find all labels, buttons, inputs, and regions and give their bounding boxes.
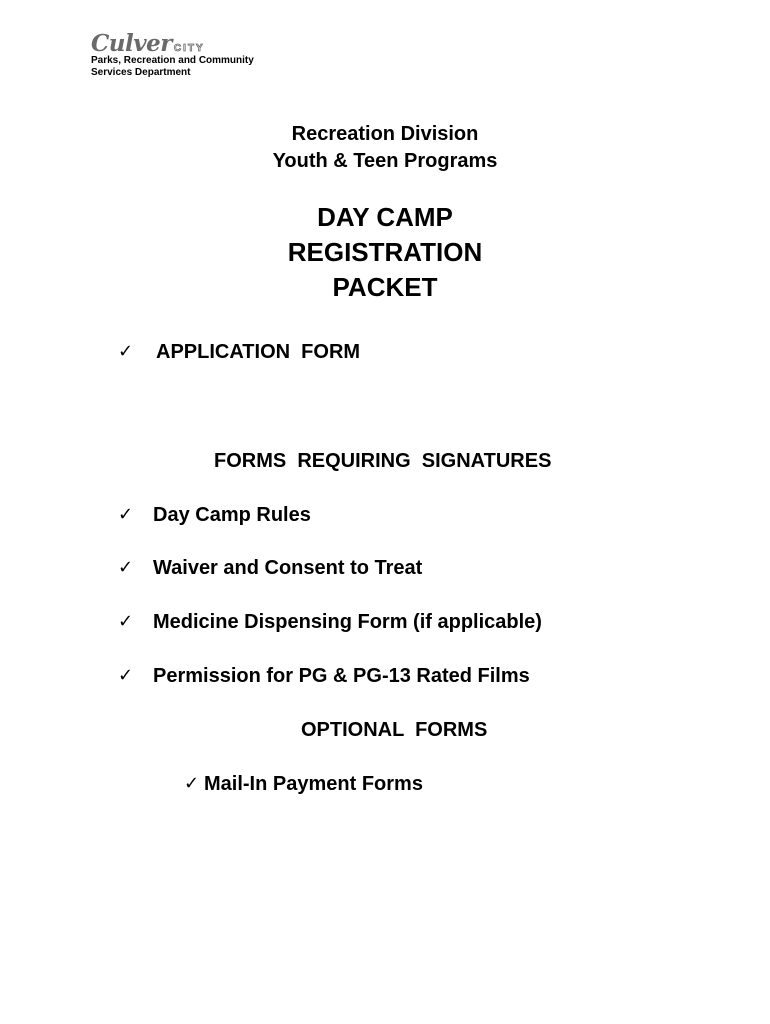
optional-form-item: Mail-In Payment Forms [204, 773, 423, 795]
checkmark-icon: ✓ [118, 611, 134, 632]
title-line-3: PACKET [332, 272, 438, 302]
signature-form-item: Waiver and Consent to Treat [153, 557, 423, 579]
checkmark-icon: ✓ [118, 557, 134, 578]
optional-heading: OPTIONAL FORMS [301, 719, 488, 741]
signatures-heading: FORMS REQUIRING SIGNATURES [214, 450, 552, 472]
logo-script-text: Culver [91, 30, 172, 57]
checkmark-icon: ✓ [118, 665, 134, 686]
logo-city-text: CITY [173, 43, 205, 54]
checkmark-icon: ✓ [118, 341, 134, 362]
department-name-line1: Parks, Recreation and Community [91, 55, 254, 66]
culver-city-logo [91, 30, 254, 79]
signature-form-item: Medicine Dispensing Form (if applicable) [153, 611, 542, 633]
logo-wordmark [91, 30, 254, 57]
signature-form-item: Permission for PG & PG-13 Rated Films [153, 665, 530, 687]
division-name: Recreation Division [291, 123, 479, 145]
checkmark-icon: ✓ [184, 773, 200, 794]
division-header [0, 121, 770, 175]
packet-title [0, 200, 770, 305]
application-form-item: APPLICATION FORM [156, 341, 361, 363]
programs-name: Youth & Teen Programs [272, 150, 498, 172]
title-line-2: REGISTRATION [287, 237, 483, 267]
checkmark-icon: ✓ [118, 504, 134, 525]
department-name-line2: Services Department [91, 67, 191, 78]
title-line-1: DAY CAMP [317, 202, 453, 232]
signature-form-item: Day Camp Rules [153, 504, 311, 526]
